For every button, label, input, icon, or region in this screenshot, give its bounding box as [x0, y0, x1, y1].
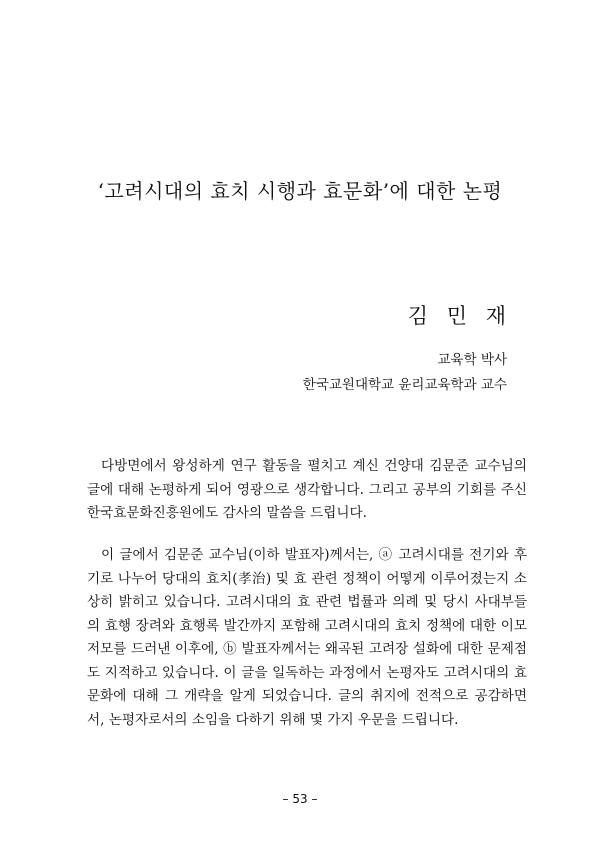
body-paragraph-1: 다방면에서 왕성하게 연구 활동을 펼치고 계신 건양대 김문준 교수님의 글에 대해 논평하게 되어 영광으로 생각합니다. 그리고 공부의 기회를 주신 한국효문화진흥원에도 감사의 말씀을 드립니다. [87, 458, 527, 521]
author-degree: 교육학 박사 [437, 352, 507, 368]
document-title: ‘고려시대의 효치 시행과 효문화’에 대한 논평 [97, 179, 503, 203]
page-number: – 53 – [282, 792, 318, 806]
body-paragraph-2: 이 글에서 김문준 교수님(이하 발표자)께서는, ⓐ 고려시대를 전기와 후기로 나누어 당대의 효치(孝治) 및 효 관련 정책이 어떻게 이루어졌는지 소상히 밝히고 있습니다. 고려시대의 효 관련 법률과 의례 및 당시 사대부들의 효행 장려와 효행록 발간까지 포함해 고려시대의 효치 정책에 대한 이모저모를 드러낸 이후에, ⓑ 발표자께서는 왜곡된 고려장 설화에 대한 문제점도 지적하고 있습니다. 이 글을 일독하는 과정에서 논평자도 고려시대의 효 문화에 대해 그 개략을 알게 되었습니다. 글의 취지에 전적으로 공감하면서, 논평자로서의 소임을 다하기 위해 몇 가지 우문을 드립니다. [87, 547, 527, 728]
author-name: 김 민 재 [407, 304, 512, 328]
author-position: 한국교원대학교 윤리교육학과 교수 [302, 377, 507, 393]
